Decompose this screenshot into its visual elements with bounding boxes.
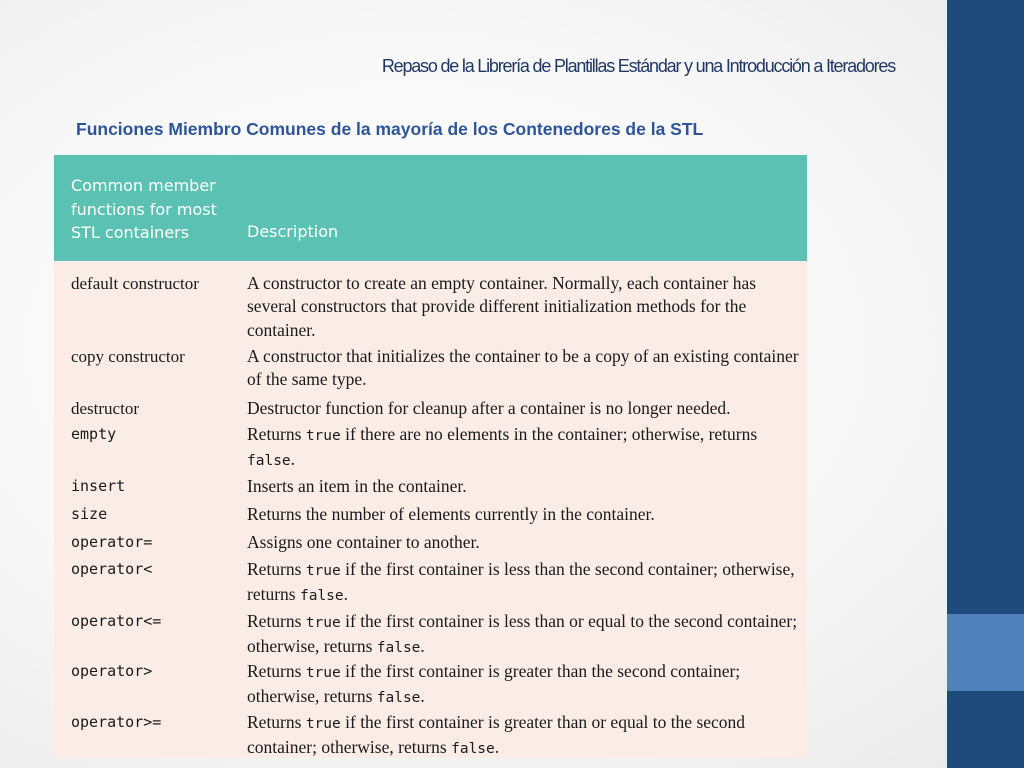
member-function-description	[247, 345, 799, 392]
member-function-name: operator>=	[71, 713, 162, 731]
code-literal: true	[305, 665, 341, 681]
member-function-name: empty	[71, 425, 117, 443]
description-text: if the first container is less than the second container; otherwise, returns	[247, 559, 795, 605]
description-text: Returns	[247, 712, 306, 732]
description-text: .	[420, 636, 425, 657]
member-function-description	[247, 531, 799, 554]
description-text: Inserts an item in the container.	[247, 476, 467, 496]
code-literal: false	[451, 741, 495, 758]
description-text: if the first container is greater than or equal to the second container; otherwise, returns	[247, 712, 746, 758]
description-text: Returns	[247, 611, 306, 631]
member-function-description	[247, 558, 799, 609]
description-text: .	[494, 737, 500, 758]
description-text: if there are no elements in the container; otherwise, returns	[340, 424, 758, 444]
code-literal: false	[376, 690, 421, 707]
member-function-description	[247, 423, 799, 474]
header-line: functions for most	[71, 199, 217, 219]
member-function-name: operator>	[71, 662, 153, 680]
code-literal: false	[299, 588, 344, 605]
member-function-name: operator<	[71, 560, 153, 578]
header-line: Common member	[71, 176, 216, 195]
header-column-functions	[71, 174, 236, 245]
description-text: Destructor function for cleanup after a container is no longer needed.	[247, 398, 731, 418]
member-function-description	[247, 272, 799, 342]
table-header	[54, 155, 807, 261]
description-text: Returns	[247, 424, 306, 444]
member-function-description	[247, 503, 799, 526]
member-function-name: size	[71, 505, 108, 523]
member-function-name: default constructor	[71, 274, 199, 293]
stl-member-functions-table	[54, 155, 807, 758]
description-text: if the first container is greater than the second container; otherwise, returns	[247, 661, 741, 707]
code-literal: false	[376, 640, 421, 657]
code-literal: true	[305, 428, 341, 444]
member-function-description	[247, 610, 799, 661]
description-text: .	[420, 686, 425, 707]
side-accent-block	[947, 614, 1024, 691]
member-function-name: operator=	[71, 533, 153, 551]
description-text: A constructor that initializes the container to be a copy of an existing container of the same type.	[247, 346, 799, 390]
header-column-description: Description	[247, 222, 339, 241]
description-text: Returns the number of elements currently in the container.	[247, 504, 655, 524]
header-line: STL containers	[71, 223, 190, 242]
code-literal: true	[305, 563, 341, 579]
description-text: Returns	[247, 661, 306, 681]
description-text: .	[290, 449, 296, 470]
description-text: if the first container is less than or equal to the second container; otherwise, returns	[247, 611, 798, 657]
description-text: .	[343, 584, 349, 605]
code-literal: true	[305, 716, 341, 732]
description-text: A constructor to create an empty container. Normally, each container has several constructors that provide different initialization methods for the container.	[247, 273, 757, 340]
description-text: Assigns one container to another.	[247, 532, 480, 552]
member-function-name: copy constructor	[71, 347, 185, 366]
member-function-description	[247, 397, 799, 420]
slide-title: Repaso de la Librería de Plantillas Estándar y una Introducción a Iteradores	[381, 56, 895, 76]
member-function-name: insert	[71, 477, 126, 495]
member-function-name: operator<=	[71, 612, 162, 630]
code-literal: true	[305, 615, 341, 631]
member-function-description	[247, 711, 799, 762]
description-text: Returns	[247, 559, 306, 579]
member-function-description	[247, 475, 799, 498]
member-function-name: destructor	[71, 399, 139, 418]
code-literal: false	[247, 453, 291, 470]
member-function-description	[247, 660, 799, 711]
slide-subtitle: Funciones Miembro Comunes de la mayoría de los Contenedores de la STL	[76, 119, 704, 139]
